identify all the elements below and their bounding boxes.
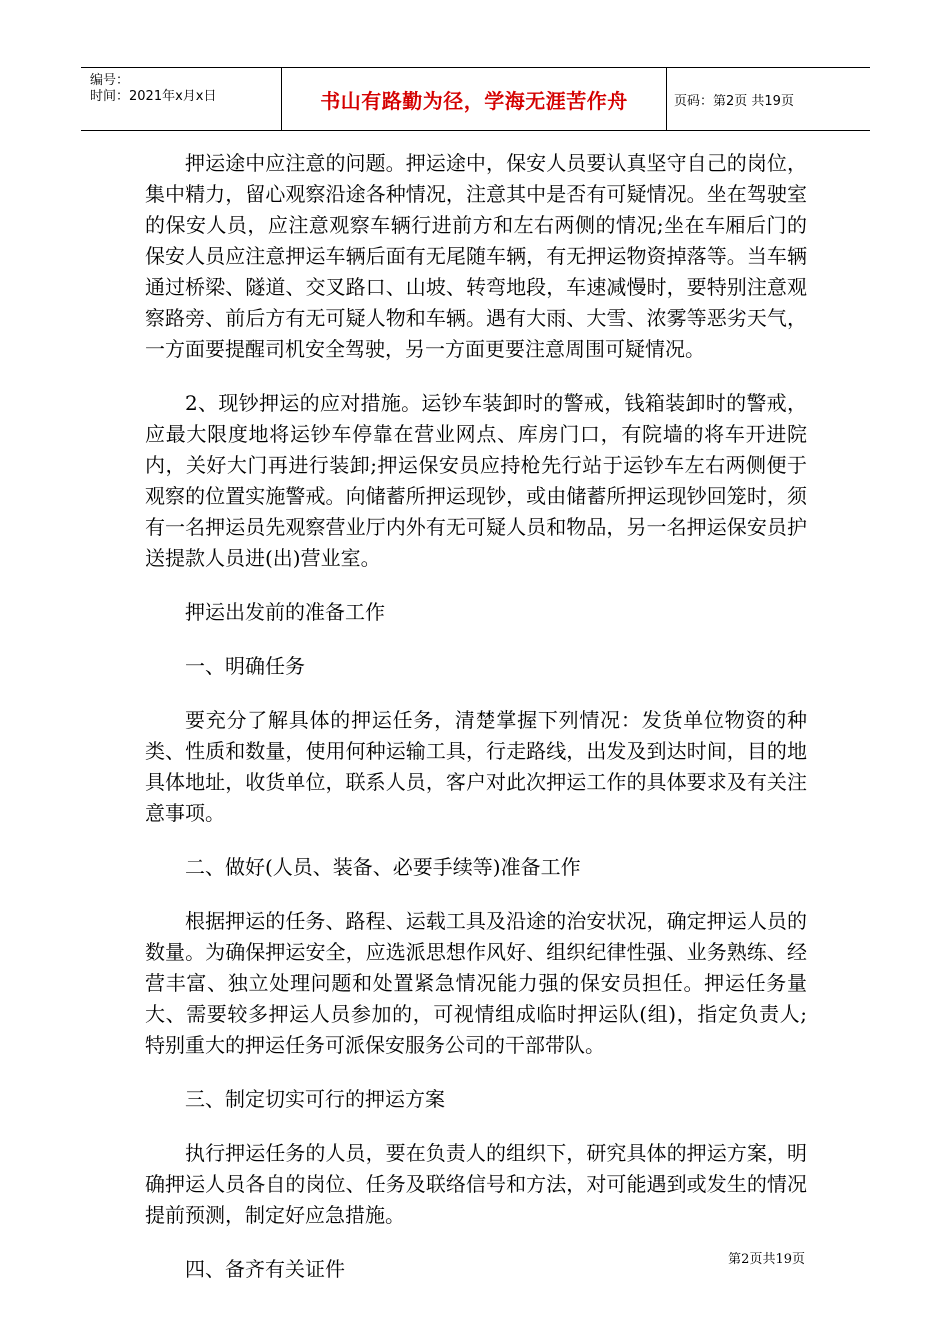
- paragraph-1: 押运途中应注意的问题。押运途中，保安人员要认真坚守自己的岗位，集中精力，留心观察沿途各种情况，注意其中是否有可疑情况。坐在驾驶室的保安人员，应注意观察车辆行进前方和左右两侧的情况;坐在车厢后门的保安人员应注意押运车辆后面有无尾随车辆，有无押运物资掉落等。当车辆通过桥梁、隧道、交叉路口、山坡、转弯地段，车速减慢时，要特别注意观察路旁、前后方有无可疑人物和车辆。遇有大雨、大雪、浓雾等恶劣天气，一方面要提醒司机安全驾驶，另一方面更要注意周围可疑情况。: [145, 151, 807, 361]
- section-title: 押运出发前的准备工作: [185, 600, 385, 624]
- heading-2: 二、做好(人员、装备、必要手续等)准备工作: [185, 855, 581, 879]
- date-label: 时间：2021年x月x日: [90, 89, 217, 104]
- header-meta: [81, 68, 281, 130]
- paragraph-2: 2、现钞押运的应对措施。运钞车装卸时的警戒，钱箱装卸时的警戒，应最大限度地将运钞车停靠在营业网点、库房门口，有院墙的将车开进院内，关好大门再进行装卸;押运保安员应持枪先行站于运钞车左右两侧便于观察的位置实施警戒。向储蓄所押运现钞，或由储蓄所押运现钞回笼时，须有一名押运员先观察营业厅内外有无可疑人员和物品，另一名押运保安员护送提款人员进(出)营业室。: [145, 391, 807, 570]
- heading-4: 四、备齐有关证件: [185, 1257, 345, 1281]
- header-motto: 书山有路勤为径，学海无涯苦作舟: [320, 88, 628, 113]
- paragraph-3: 要充分了解具体的押运任务，清楚掌握下列情况：发货单位物资的种类、性质和数量，使用何种运输工具，行走路线，出发及到达时间，目的地具体地址，收货单位，联系人员，客户对此次押运工作的具体要求及有关注意事项。: [145, 708, 807, 825]
- header-page-code: 页码：第2页 共19页: [674, 93, 794, 109]
- document-body: [145, 148, 807, 1308]
- header-motto-cell: [281, 68, 667, 130]
- paragraph-4: 根据押运的任务、路程、运载工具及沿途的治安状况，确定押运人员的数量。为确保押运安全，应选派思想作风好、组织纪律性强、业务熟练、经营丰富、独立处理问题和处置紧急情况能力强的保安员担任。押运任务量大、需要较多押运人员参加的，可视情组成临时押运队(组)，指定负责人;特别重大的押运任务可派保安服务公司的干部带队。: [145, 909, 807, 1057]
- page-header: [81, 67, 870, 131]
- number-label: 编号：: [90, 73, 130, 88]
- page-footer: 第2页共19页: [728, 1252, 805, 1267]
- heading-3: 三、制定切实可行的押运方案: [185, 1087, 445, 1111]
- paragraph-5: 执行押运任务的人员，要在负责人的组织下，研究具体的押运方案，明确押运人员各自的岗位、任务及联络信号和方法，对可能遇到或发生的情况提前预测，制定好应急措施。: [145, 1141, 807, 1227]
- heading-1: 一、明确任务: [185, 654, 305, 678]
